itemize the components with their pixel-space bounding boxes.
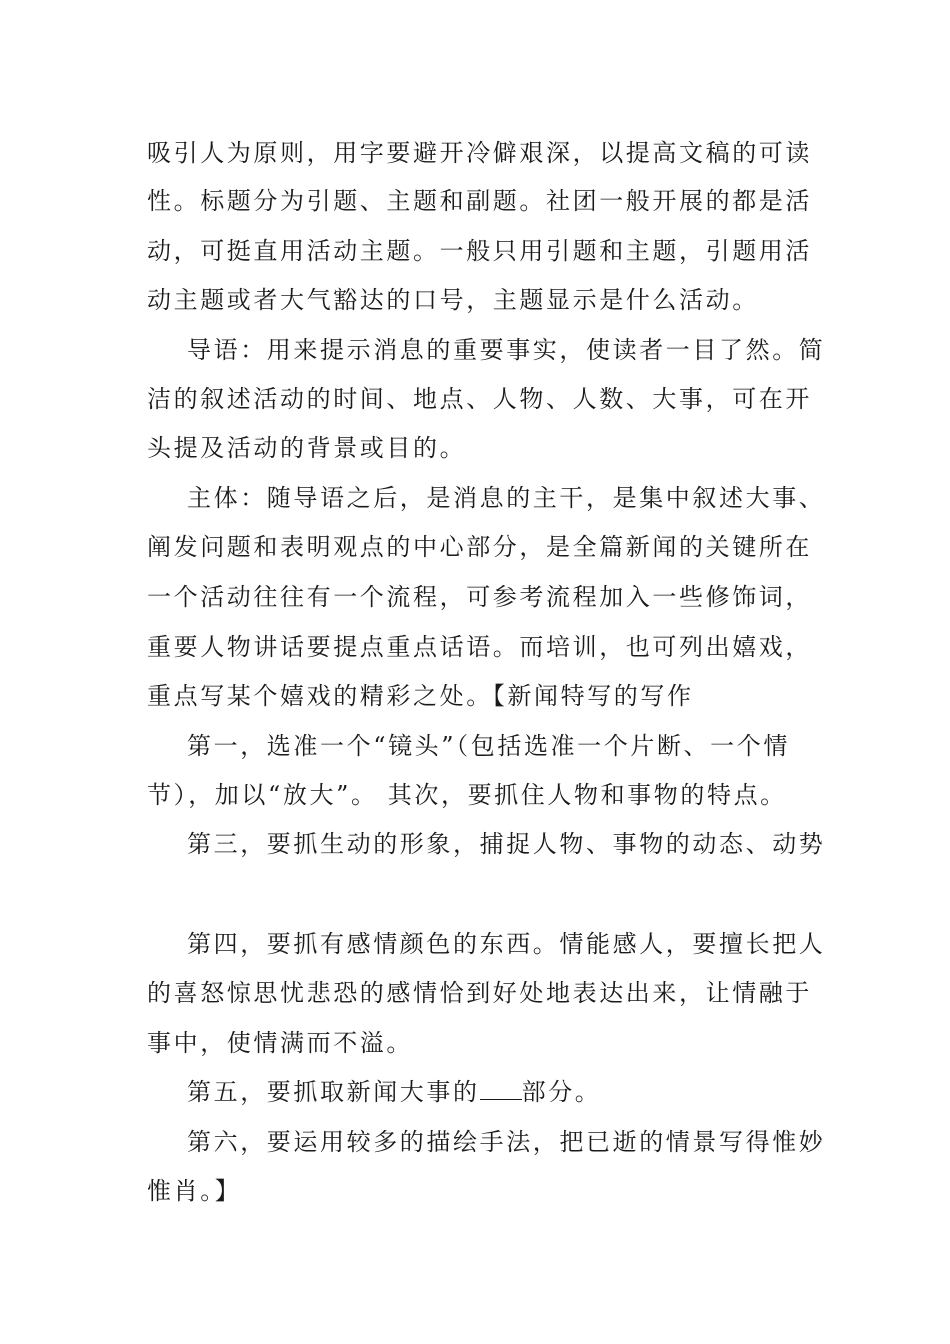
- paragraph-point-4: 第四，要抓有感情颜色的东西。情能感人，要擅长把人: [187, 930, 826, 958]
- text-line: 一个活动往往有一个流程，可参考流程加入一些修饰词，: [147, 583, 812, 611]
- text-line: 重要人物讲话要提点重点话语。而培训，也可列出嬉戏，: [147, 633, 812, 661]
- paragraph-point-6: 第六，要运用较多的描绘手法，把已逝的情景写得惟妙: [187, 1128, 826, 1156]
- text-line: 事中，使情满而不溢。: [147, 1029, 413, 1057]
- text-line: 动主题或者大气豁达的口号，主题显示是什么活动。: [147, 286, 759, 314]
- text-line: 吸引人为原则，用字要避开冷僻艰深，以提高文稿的可读: [147, 139, 812, 167]
- text-line: 节），加以“放大”。 其次，要抓住人物和事物的特点。: [147, 781, 787, 809]
- text-line: 的喜怒惊思忧悲恐的感情恰到好处地表达出来，让情融于: [147, 979, 812, 1007]
- text-segment: 第五，要抓取新闻大事的: [187, 1078, 480, 1106]
- text-line: 动，可挺直用活动主题。一般只用引题和主题，引题用活: [147, 237, 812, 265]
- text-line: 洁的叙述活动的时间、地点、人物、人数、大事，可在开: [147, 385, 812, 413]
- text-segment: 部分。: [521, 1078, 602, 1106]
- text-line: 重点写某个嬉戏的精彩之处。【新闻特写的写作: [147, 682, 694, 710]
- paragraph-point-5: [187, 1077, 867, 1107]
- text-line: 阐发问题和表明观点的中心部分，是全篇新闻的关键所在: [147, 533, 812, 561]
- text-line: 惟肖。】: [147, 1177, 242, 1205]
- text-line: 性。标题分为引题、主题和副题。社团一般开展的都是活: [147, 187, 812, 215]
- paragraph-point-3: 第三，要抓生动的形象，捕捉人物、事物的动态、动势: [187, 830, 826, 858]
- fill-in-blank: [480, 1077, 522, 1100]
- text-line: 头提及活动的背景或目的。: [147, 434, 467, 462]
- paragraph-point-1: 第一，选准一个“镜头”（包括选准一个片断、一个情: [187, 732, 790, 760]
- paragraph-daoyu-start: 导语：用来提示消息的重要事实，使读者一目了然。简: [187, 336, 826, 364]
- paragraph-zhuti-start: 主体：随导语之后，是消息的主干，是集中叙述大事、: [187, 484, 826, 512]
